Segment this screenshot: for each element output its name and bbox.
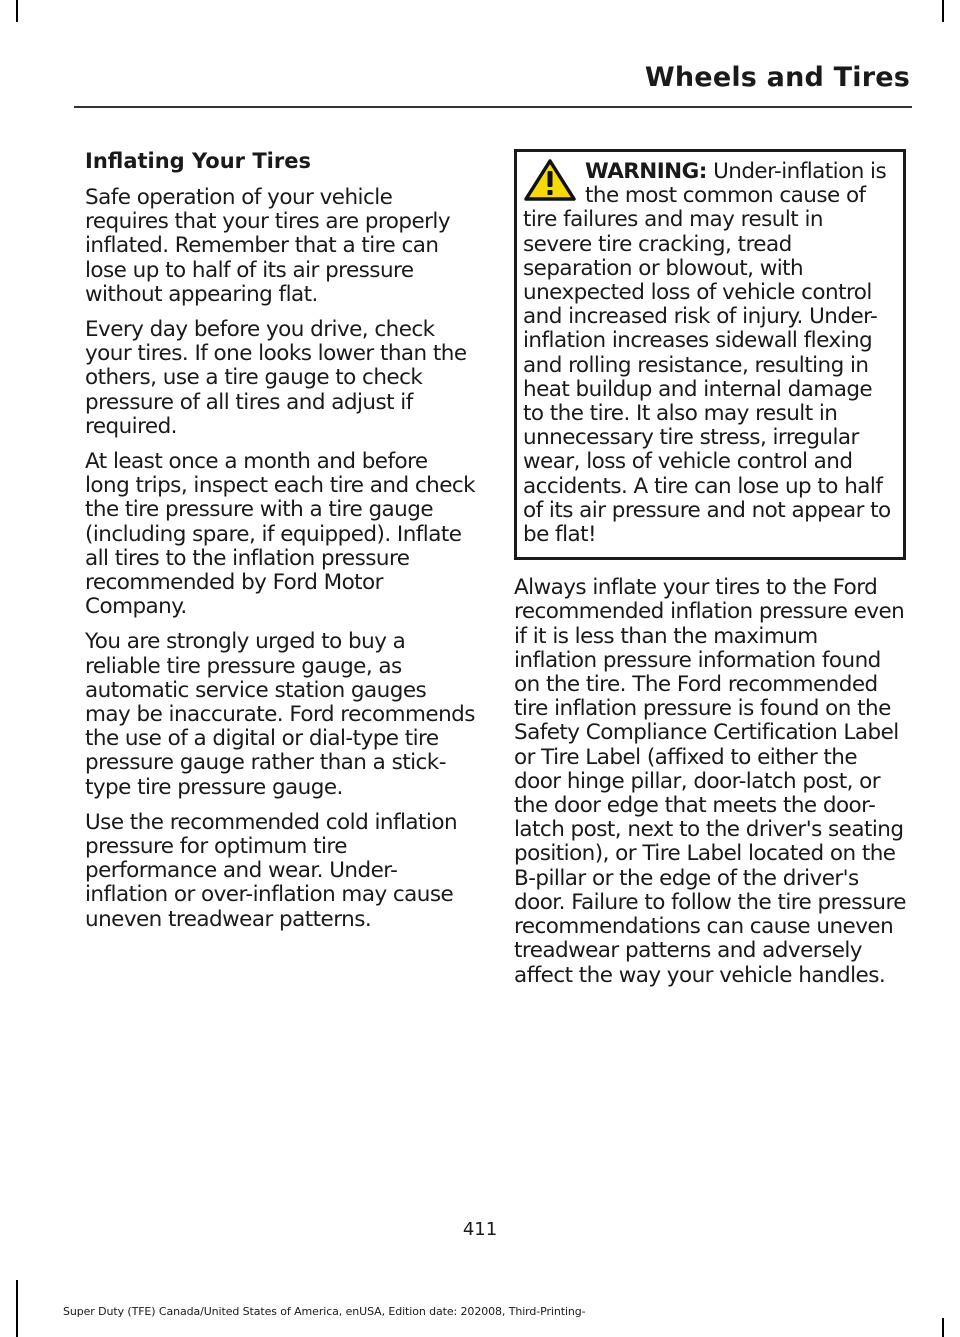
crop-mark-bottom-right <box>942 1318 944 1337</box>
paragraph: Every day before you drive, check your tires. If one looks lower than the others, use a tire gauge to check pressure of all tires and adjust if required. <box>85 317 467 439</box>
page-number: 411 <box>462 1219 498 1240</box>
right-column <box>514 149 906 999</box>
paragraph: Safe operation of your vehicle requires that your tires are properly inflated. Remember that a tire can lose up to half of its air pressure without appearing flat. <box>85 185 451 307</box>
crop-mark-top-left <box>16 0 18 22</box>
warning-label: WARNING: <box>585 159 707 184</box>
right-body <box>514 576 906 987</box>
edition-line: Super Duty (TFE) Canada/United States of America, enUSA, Edition date: 202008, Third-Printing- <box>63 1305 586 1318</box>
section-heading: Inflating Your Tires <box>85 149 311 173</box>
crop-mark-top-right <box>942 0 944 22</box>
header-divider <box>74 106 912 108</box>
paragraph: You are strongly urged to buy a reliable tire pressure gauge, as automatic service station gauges may be inaccurate. Ford recommends the use of a digital or dial-type tire pressure gauge rather than a stick-type tire pressure gauge. <box>85 629 475 800</box>
warning-box <box>514 149 906 560</box>
crop-mark-bottom-left <box>16 1280 18 1337</box>
left-body <box>85 186 477 932</box>
warning-text: Under-inflation is the most common cause of tire failures and may result in severe tire cracking, tread separation or blowout, with unexpected loss of vehicle control and increased risk of injury. Under-inflation increases sidewall flexing and rolling resistance, resulting in heat buildup and internal damage to the tire. It also may result in unnecessary tire stress, irregular wear, loss of vehicle control and accidents. A tire can lose up to half of its air pressure and not appear to be flat! <box>523 159 891 548</box>
left-column <box>85 146 477 943</box>
paragraph: Always inflate your tires to the Ford recommended inflation pressure even if it is less than the maximum inflation pressure information found on the tire. The Ford recommended tire inflation pressure is found on the Safety Compliance Certification Label or Tire Label (affixed to either the door hinge pillar, door-latch post, or the door edge that meets the door-latch post, next to the driver's seating position), or Tire Label located on the B-pillar or the edge of the driver's door. Failure to follow the tire pressure recommendations can cause uneven treadwear patterns and adversely affect the way your vehicle handles. <box>514 575 906 988</box>
page-header-title: Wheels and Tires <box>644 62 910 93</box>
paragraph: At least once a month and before long trips, inspect each tire and check the tire pressure with a tire gauge (including spare, if equipped). Inflate all tires to the inflation pressure recommended by Ford Motor Company. <box>85 449 476 620</box>
paragraph: Use the recommended cold inflation pressure for optimum tire performance and wear. Under-inflation or over-inflation may cause uneven treadwear patterns. <box>85 809 458 932</box>
warning-triangle-icon <box>523 158 577 202</box>
